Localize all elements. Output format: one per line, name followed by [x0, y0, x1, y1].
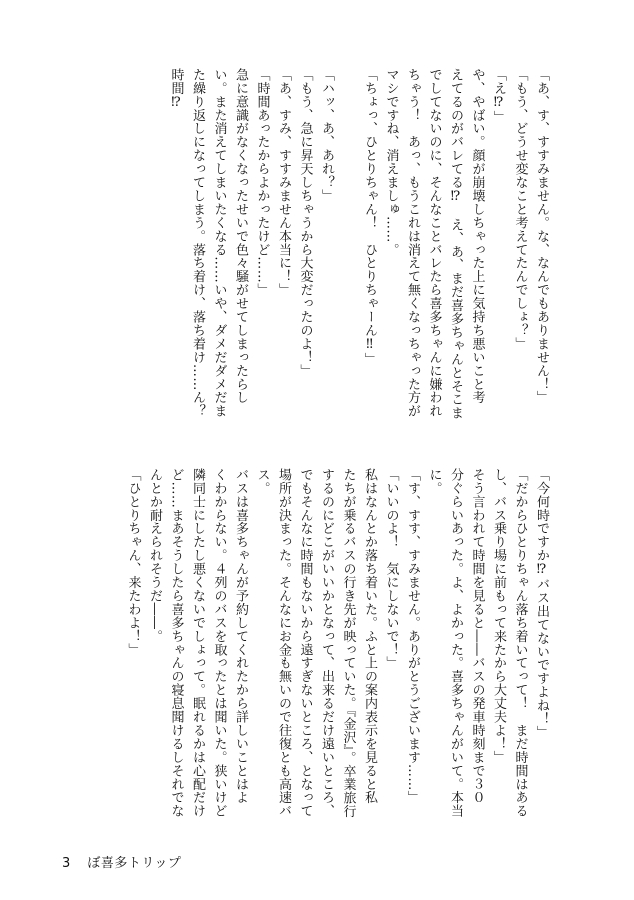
- page-number: 3: [62, 856, 71, 871]
- vertical-text-bottom-block: 「今何時ですか⁉バス出てないですよね！」 「だからひとりちゃん落ち着いてって！ まだ時間はある し、バス乗り場に前もって来たから大丈夫よ！」 そう言われて時間を見ると――バスの発車時刻まで３０ 分ぐらいあった。よ、よかった。喜多ちゃんがいて。本当 に。 「す、すす、すみません。ありがとうございます……」 「いいのよ！ 気にしないで！」 私はなんとか落ち着いた。ふと上の案内表示を見ると私 たちが乗るバスの行き先が映っていた。『金沢』。卒業旅行 するのにどこがいいかとなって、出来るだけ遠いところ、 でもそんなに時間もないから遠すぎないところ、となって 場所が決まった。そんなにお金も無いので往復とも高速バ ス。 バスは喜多ちゃんが予約してくれたから詳しいことはよ くわからない。４列のバスを取ったとは聞いた。狭いけど 隣同士にしたし悪くないでしょって。眠れるかは心配だけ ど……まあそうしたら喜多ちゃんの寝息聞けるしそれでな んとか耐えられそうだ――。 「ひとりちゃん、来たわよ！」: [125, 468, 549, 819]
- page-footer: [62, 852, 181, 871]
- running-title: ぼ喜多トリップ: [87, 856, 182, 871]
- vertical-text-top-block: 「あ、す、すすみません。な、なんでもありません！」 「もう、どうせ変なこと考えてたんでしょ？」 「え⁉」 や、やばい。顔が崩壊しちゃった上に気持ち悪いこと考 えてるのがバレてる⁉ え、あ、まだ喜多ちゃんとそこま でしてないのに、そんなことバレたら喜多ちゃんに嫌われ ちゃう！ あっ、もうこれは消えて無くなっちゃった方が マシですね、消えましゅ……。 「ちょっ、ひとりちゃん！ ひとりちゃーん‼」 「ハッ、あ、あれ？」 「もう、急に昇天しちゃうから大変だったのよ！」 「あ、すみ、すすみません本当に！」 「時間あったからよかったけど……」 急に意識がなくなったせいで色々騒がせてしまったらし い。また消えてしまいたくなる……いや、ダメだダメだま た繰り返しになってしまう。落ち着け、落ち着け……ん？ 時間⁉: [168, 68, 549, 420]
